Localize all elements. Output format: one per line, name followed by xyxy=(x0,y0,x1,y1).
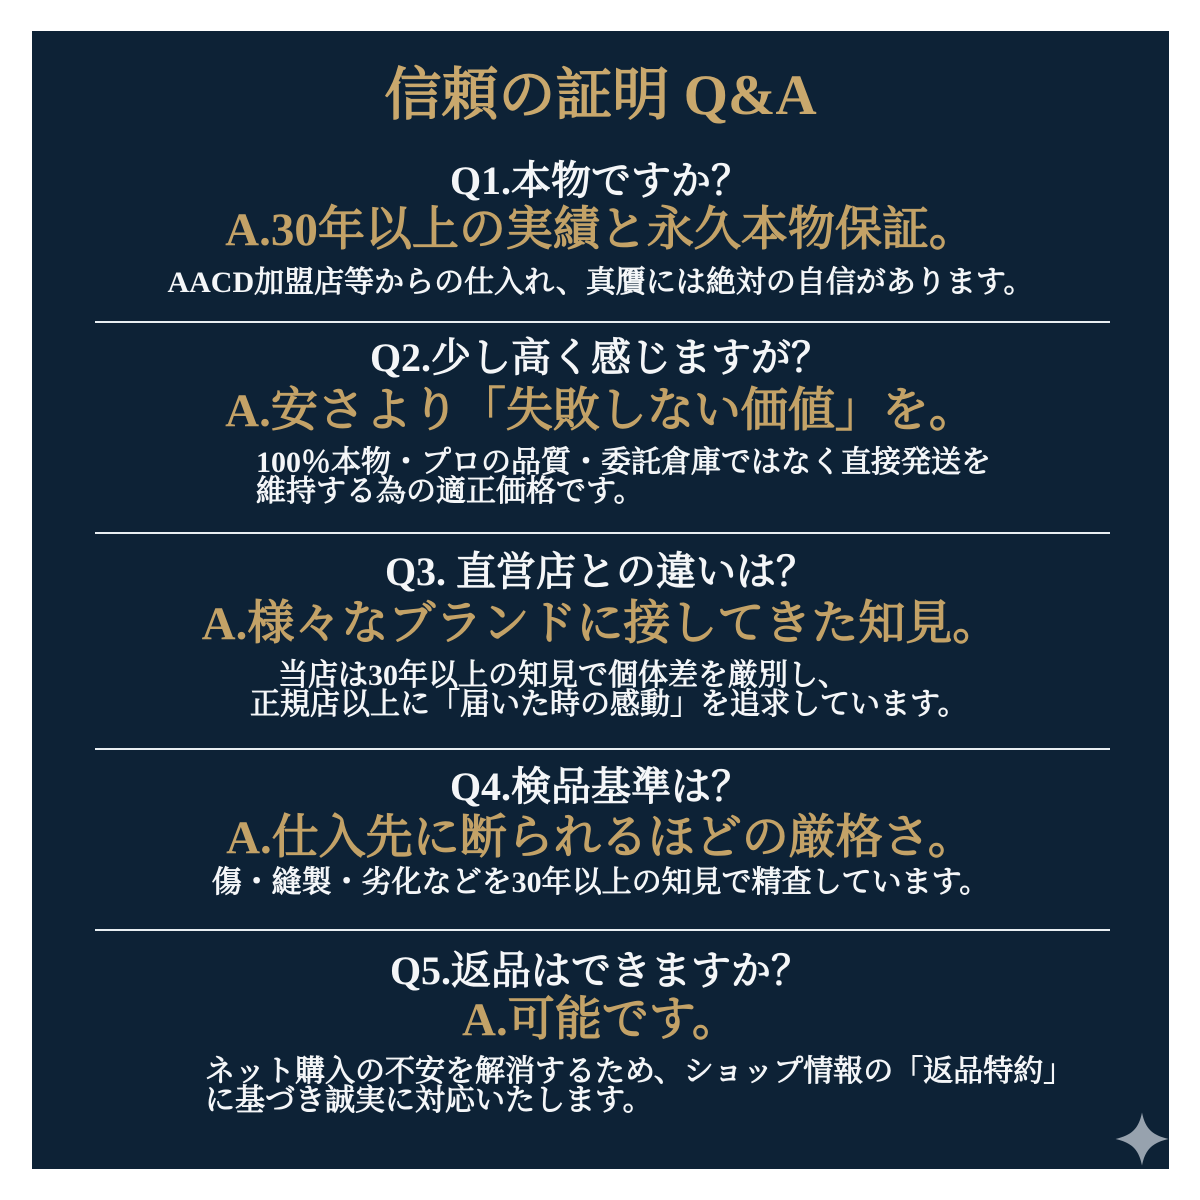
note-2-line-1: 100％本物・プロの品質・委託倉庫ではなく直接発送を xyxy=(256,446,991,479)
question-1: Q1.本物ですか？ xyxy=(449,158,752,203)
note-5-line-1: ネット購入の不安を解消するため、ショップ情報の「返品特約」 xyxy=(205,1055,1074,1088)
answer-2: A.安さより「失敗しない価値」を。 xyxy=(225,385,976,437)
note-3-line-2: 正規店以上に「届いた時の感動」を追求しています。 xyxy=(250,688,968,721)
question-4: Q4.検品基準は？ xyxy=(449,764,752,809)
question-5: Q5.返品はできますか？ xyxy=(389,948,812,993)
note-3-line-1: 当店は30年以上の知見で個体差を厳別し、 xyxy=(278,659,848,692)
section-divider xyxy=(95,748,1110,750)
note-4-line-1: 傷・縫製・劣化などを30年以上の知見で精査しています。 xyxy=(211,866,990,899)
question-2: Q2.少し高く感じますが？ xyxy=(369,335,832,380)
note-5-line-2: に基づき誠実に対応いたします。 xyxy=(205,1084,653,1117)
answer-1: A.30年以上の実績と永久本物保証。 xyxy=(225,204,976,256)
note-3 xyxy=(250,661,968,719)
note-4 xyxy=(32,868,1169,897)
section-divider xyxy=(95,321,1110,323)
note-2 xyxy=(256,448,991,506)
answer-5: A.可能です。 xyxy=(462,994,739,1046)
note-1 xyxy=(32,268,1169,297)
question-3: Q3. 直営店との違いは？ xyxy=(384,549,817,594)
sparkle-icon xyxy=(1115,1109,1169,1169)
note-1-line-1: AACD加盟店等からの仕入れ、真贋には絶対の自信があります。 xyxy=(167,266,1034,299)
qa-panel xyxy=(32,31,1169,1169)
page-title: 信頼の証明 Q&A xyxy=(384,64,817,127)
note-2-line-2: 維持する為の適正価格です。 xyxy=(256,475,644,508)
answer-3: A.様々なブランドに接してきた知見。 xyxy=(201,598,1000,650)
answer-4: A.仕入先に断られるほどの厳格さ。 xyxy=(226,812,975,864)
section-divider xyxy=(95,532,1110,534)
note-5 xyxy=(205,1057,1073,1115)
section-divider xyxy=(95,929,1110,931)
